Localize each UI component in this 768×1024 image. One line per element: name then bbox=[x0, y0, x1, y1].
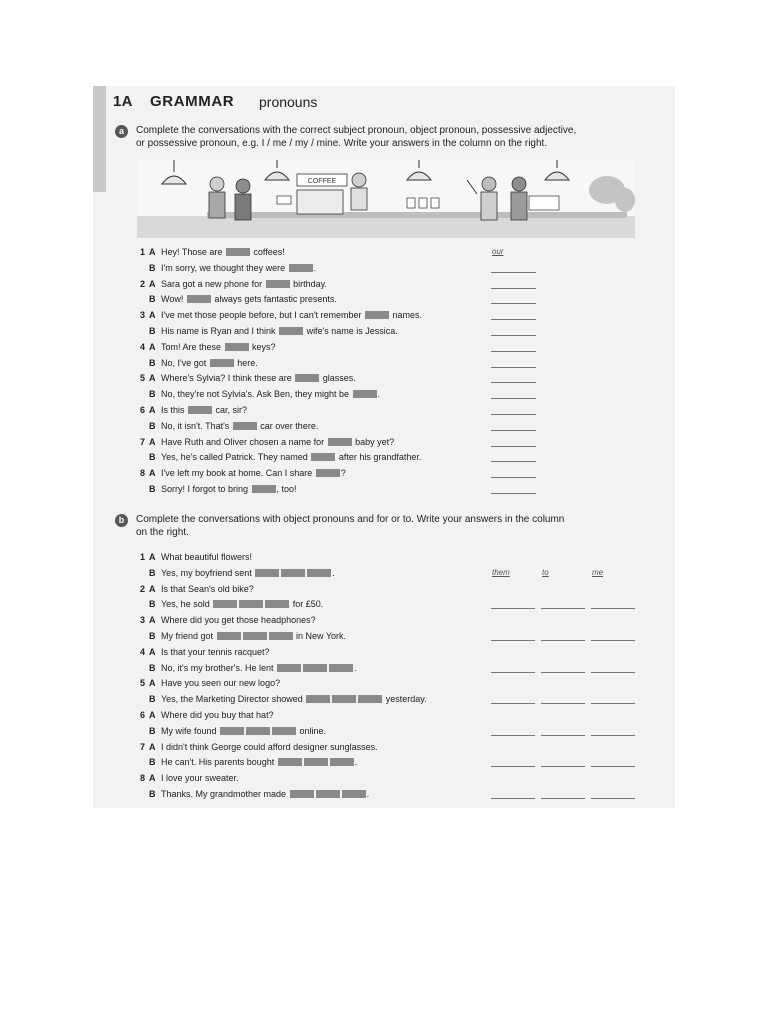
dialogue-line bbox=[161, 676, 280, 690]
dialogue-line bbox=[161, 755, 357, 769]
answer-blank[interactable] bbox=[591, 798, 635, 799]
exercise-a-instruction-line2: or possessive pronoun, e.g. I / me / my / mine. Write your answers in the column on the right. bbox=[136, 138, 548, 149]
item-number: 7 bbox=[139, 436, 145, 447]
answer-blank[interactable] bbox=[491, 398, 536, 399]
item-number: 1 bbox=[139, 247, 145, 257]
answer-gap bbox=[225, 343, 249, 351]
speaker-label: B bbox=[149, 789, 156, 799]
answer-gap bbox=[217, 632, 241, 640]
line-text-before: No, I've got bbox=[161, 357, 209, 368]
answer-gap bbox=[255, 569, 279, 577]
answer-blank[interactable] bbox=[491, 703, 535, 704]
answer-gap bbox=[187, 295, 211, 303]
line-text-after: coffees! bbox=[250, 247, 285, 257]
illustration-sign-text: COFFEE bbox=[307, 178, 337, 185]
answer-example: me bbox=[592, 567, 604, 577]
line-text-before: Yes, he's called Patrick. They named bbox=[161, 452, 311, 463]
line-text-before: I love your sweater. bbox=[161, 773, 239, 784]
answer-gap bbox=[243, 632, 267, 640]
answer-blank[interactable] bbox=[491, 288, 536, 289]
answer-blank[interactable] bbox=[541, 672, 585, 673]
answer-gap bbox=[233, 422, 257, 430]
speaker-label: B bbox=[149, 326, 156, 336]
answer-gap bbox=[226, 248, 250, 256]
speaker-label: B bbox=[149, 484, 156, 494]
line-text-before: Where did you get those headphones? bbox=[161, 615, 316, 626]
answer-blank[interactable] bbox=[491, 414, 536, 415]
answer-gap bbox=[289, 264, 313, 272]
answer-blank[interactable] bbox=[491, 461, 536, 462]
answer-gap bbox=[246, 727, 270, 735]
item-number: 4 bbox=[139, 341, 145, 352]
speaker-label: B bbox=[149, 452, 156, 463]
answer-example: them bbox=[492, 567, 510, 577]
dialogue-line bbox=[161, 403, 247, 417]
answer-blank[interactable] bbox=[591, 672, 635, 673]
answer-gap bbox=[239, 600, 263, 608]
line-text-after: , too! bbox=[276, 484, 297, 494]
line-text-after: yesterday. bbox=[383, 694, 427, 705]
speaker-label: B bbox=[149, 420, 156, 431]
dialogue-line bbox=[161, 340, 276, 354]
speaker-label: A bbox=[149, 405, 156, 415]
line-text-before: Sara got a new phone for bbox=[161, 278, 265, 289]
answer-blank[interactable] bbox=[591, 640, 635, 641]
line-text-before: Wow! bbox=[161, 294, 186, 305]
answer-gap bbox=[330, 758, 354, 766]
dialogue-line bbox=[161, 566, 335, 580]
line-text-after: glasses. bbox=[320, 373, 356, 384]
speaker-label: A bbox=[149, 741, 156, 752]
dialogue-line bbox=[161, 292, 337, 306]
line-text-after: names. bbox=[390, 310, 423, 321]
answer-blank[interactable] bbox=[491, 319, 536, 320]
answer-blank[interactable] bbox=[491, 477, 536, 478]
line-text-before: Yes, the Marketing Director showed bbox=[161, 694, 306, 705]
answer-blank[interactable] bbox=[541, 766, 585, 767]
line-text-after: baby yet? bbox=[352, 436, 395, 447]
page-edge-tab bbox=[93, 86, 106, 192]
answer-gap bbox=[213, 600, 237, 608]
speaker-label: A bbox=[149, 773, 156, 784]
answer-blank[interactable] bbox=[491, 335, 536, 336]
line-text-after: here. bbox=[234, 357, 258, 368]
speaker-label: A bbox=[149, 646, 156, 657]
exercise-b-badge: b bbox=[115, 514, 128, 527]
item-number: 8 bbox=[139, 468, 145, 479]
line-text-after: . bbox=[354, 757, 358, 768]
dialogue-line bbox=[161, 450, 421, 464]
line-text-before: I'm sorry, we thought they were bbox=[161, 262, 288, 273]
line-text-before: No, it's my brother's. He lent bbox=[161, 662, 276, 673]
answer-blank[interactable] bbox=[591, 608, 635, 609]
item-number: 1 bbox=[139, 552, 145, 562]
answer-blank[interactable] bbox=[491, 367, 536, 368]
line-text-after: car, sir? bbox=[213, 405, 248, 415]
answer-example: to bbox=[542, 567, 549, 577]
answer-gap bbox=[277, 664, 301, 672]
answer-example: our bbox=[492, 247, 504, 256]
dialogue-line bbox=[161, 708, 274, 722]
unit-code: 1A bbox=[113, 93, 133, 110]
line-text-after: . bbox=[313, 262, 317, 273]
exercise-a-instruction-line1: Complete the conversations with the correct subject pronoun, object pronoun, possessive adjective, bbox=[136, 125, 577, 136]
speaker-label: B bbox=[149, 662, 156, 673]
dialogue-line bbox=[161, 645, 270, 659]
answer-gap bbox=[290, 790, 314, 798]
line-text-before: Is that Sean's old bike? bbox=[161, 583, 254, 594]
speaker-label: A bbox=[149, 310, 156, 321]
answer-gap bbox=[311, 453, 335, 461]
dialogue-line bbox=[161, 308, 422, 322]
answer-gap bbox=[303, 664, 327, 672]
line-text-before: Yes, my boyfriend sent bbox=[161, 567, 255, 578]
dialogue-line bbox=[161, 466, 346, 480]
answer-blank[interactable] bbox=[591, 735, 635, 736]
dialogue-line bbox=[161, 692, 427, 706]
line-text-after: . bbox=[377, 389, 381, 400]
line-text-before: He can't. His parents bought bbox=[161, 757, 277, 768]
speaker-label: B bbox=[149, 262, 156, 273]
speaker-label: A bbox=[149, 678, 156, 689]
answer-blank[interactable] bbox=[491, 672, 535, 673]
answer-blank[interactable] bbox=[491, 430, 536, 431]
answer-blank[interactable] bbox=[491, 766, 535, 767]
line-text-before: Where did you buy that hat? bbox=[161, 710, 274, 720]
answer-gap bbox=[353, 390, 377, 398]
item-number: 2 bbox=[139, 278, 145, 289]
line-text-before: I've left my book at home. Can I share bbox=[161, 468, 315, 479]
speaker-label: B bbox=[149, 631, 156, 641]
dialogue-line bbox=[161, 740, 378, 754]
item-number: 6 bbox=[139, 405, 145, 415]
answer-gap bbox=[220, 727, 244, 735]
speaker-label: A bbox=[149, 468, 156, 479]
speaker-label: A bbox=[149, 583, 156, 594]
answer-gap bbox=[332, 695, 356, 703]
answer-gap bbox=[342, 790, 366, 798]
line-text-after: birthday. bbox=[290, 278, 327, 289]
line-text-before: I didn't think George could afford designer sunglasses. bbox=[161, 741, 378, 752]
speaker-label: B bbox=[149, 694, 156, 705]
answer-gap bbox=[188, 406, 212, 414]
line-text-before: Is that your tennis racquet? bbox=[161, 646, 270, 657]
speaker-label: B bbox=[149, 389, 156, 400]
dialogue-line bbox=[161, 435, 394, 449]
line-text-after: wife's name is Jessica. bbox=[304, 326, 398, 336]
answer-blank[interactable] bbox=[491, 351, 536, 352]
exercise-a-instruction bbox=[136, 124, 646, 150]
answer-blank[interactable] bbox=[491, 446, 536, 447]
item-number: 5 bbox=[139, 678, 145, 689]
dialogue-line bbox=[161, 419, 318, 433]
line-text-before: No, it isn't. That's bbox=[161, 420, 232, 431]
line-text-before: No, they're not Sylvia's. Ask Ben, they might be bbox=[161, 389, 352, 400]
answer-gap bbox=[269, 632, 293, 640]
answer-blank[interactable] bbox=[491, 798, 535, 799]
line-text-after: in New York. bbox=[293, 631, 347, 641]
answer-gap bbox=[328, 438, 352, 446]
speaker-label: B bbox=[149, 357, 156, 368]
answer-blank[interactable] bbox=[541, 703, 585, 704]
line-text-before: Hey! Those are bbox=[161, 247, 225, 257]
dialogue-line bbox=[161, 550, 252, 564]
answer-gap bbox=[278, 758, 302, 766]
line-text-after: car over there. bbox=[257, 420, 319, 431]
answer-gap bbox=[358, 695, 382, 703]
line-text-after: . bbox=[366, 789, 370, 799]
line-text-before: Sorry! I forgot to bring bbox=[161, 484, 251, 494]
speaker-label: A bbox=[149, 373, 156, 384]
speaker-label: A bbox=[149, 436, 156, 447]
speaker-label: B bbox=[149, 567, 156, 578]
dialogue-line bbox=[161, 724, 326, 738]
speaker-label: A bbox=[149, 615, 156, 626]
item-number: 5 bbox=[139, 373, 145, 384]
dialogue-line bbox=[161, 787, 369, 801]
dialogue-line bbox=[161, 629, 346, 643]
speaker-label: B bbox=[149, 294, 156, 305]
answer-gap bbox=[306, 695, 330, 703]
speaker-label: A bbox=[149, 710, 156, 720]
line-text-after: for £50. bbox=[290, 599, 324, 610]
item-number: 8 bbox=[139, 773, 145, 784]
answer-blank[interactable] bbox=[541, 798, 585, 799]
answer-blank[interactable] bbox=[491, 493, 536, 494]
line-text-after: . bbox=[332, 567, 335, 578]
speaker-label: A bbox=[149, 278, 156, 289]
unit-title: GRAMMAR bbox=[150, 93, 235, 110]
answer-blank[interactable] bbox=[491, 640, 535, 641]
answer-gap bbox=[279, 327, 303, 335]
line-text-before: Where's Sylvia? I think these are bbox=[161, 373, 295, 384]
speaker-label: B bbox=[149, 725, 156, 736]
answer-gap bbox=[210, 359, 234, 367]
answer-gap bbox=[365, 311, 389, 319]
dialogue-line bbox=[161, 482, 297, 496]
answer-gap bbox=[265, 600, 289, 608]
dialogue-line bbox=[161, 261, 316, 275]
answer-gap bbox=[307, 569, 331, 577]
item-number: 7 bbox=[139, 741, 145, 752]
line-text-before: Tom! Are these bbox=[161, 341, 224, 352]
dialogue-line bbox=[161, 371, 356, 385]
item-number: 6 bbox=[139, 710, 145, 720]
item-number: 2 bbox=[139, 583, 145, 594]
speaker-label: B bbox=[149, 757, 156, 768]
answer-blank[interactable] bbox=[541, 608, 585, 609]
dialogue-line bbox=[161, 582, 254, 596]
item-number: 4 bbox=[139, 646, 145, 657]
answer-blank[interactable] bbox=[591, 766, 635, 767]
answer-blank[interactable] bbox=[491, 735, 535, 736]
dialogue-line bbox=[161, 387, 380, 401]
exercise-b-instruction bbox=[136, 513, 646, 539]
line-text-after: . bbox=[353, 662, 357, 673]
answer-blank[interactable] bbox=[541, 735, 585, 736]
answer-blank[interactable] bbox=[491, 303, 536, 304]
answer-gap bbox=[316, 469, 340, 477]
answer-gap bbox=[266, 280, 290, 288]
line-text-before: Thanks. My grandmother made bbox=[161, 789, 289, 799]
dialogue-line bbox=[161, 613, 316, 627]
answer-gap bbox=[295, 374, 319, 382]
line-text-before: I've met those people before, but I can't remember bbox=[161, 310, 365, 321]
dialogue-line bbox=[161, 245, 285, 259]
unit-topic: pronouns bbox=[259, 94, 318, 110]
line-text-before: Yes, he sold bbox=[161, 599, 213, 610]
answer-gap bbox=[272, 727, 296, 735]
dialogue-line bbox=[161, 771, 239, 785]
answer-gap bbox=[252, 485, 276, 493]
answer-blank[interactable] bbox=[591, 703, 635, 704]
dialogue-line bbox=[161, 324, 398, 338]
line-text-before: My wife found bbox=[161, 725, 220, 736]
answer-blank[interactable] bbox=[541, 640, 585, 641]
line-text-after: ? bbox=[340, 468, 346, 479]
line-text-before: Have you seen our new logo? bbox=[161, 678, 281, 689]
line-text-before: Is this bbox=[161, 405, 188, 415]
speaker-label: B bbox=[149, 599, 156, 610]
speaker-label: A bbox=[149, 552, 156, 562]
answer-gap bbox=[281, 569, 305, 577]
line-text-after: after his grandfather. bbox=[336, 452, 422, 463]
dialogue-line bbox=[161, 356, 258, 370]
item-number: 3 bbox=[139, 615, 145, 626]
dialogue-line bbox=[161, 277, 327, 291]
line-text-before: What beautiful flowers! bbox=[161, 552, 253, 562]
answer-gap bbox=[329, 664, 353, 672]
line-text-before: Have Ruth and Oliver chosen a name for bbox=[161, 436, 327, 447]
answer-gap bbox=[304, 758, 328, 766]
exercise-a-badge: a bbox=[115, 125, 128, 138]
dialogue-line bbox=[161, 661, 357, 675]
answer-blank[interactable] bbox=[491, 608, 535, 609]
exercise-b-instruction-line1: Complete the conversations with object pronouns and for or to. Write your answers in the column bbox=[136, 514, 565, 525]
answer-blank[interactable] bbox=[491, 382, 536, 383]
speaker-label: A bbox=[149, 247, 156, 257]
item-number: 3 bbox=[139, 310, 145, 321]
cafe-illustration bbox=[137, 160, 635, 238]
answer-blank[interactable] bbox=[491, 272, 536, 273]
speaker-label: A bbox=[149, 341, 156, 352]
answer-gap bbox=[316, 790, 340, 798]
line-text-after: always gets fantastic presents. bbox=[211, 294, 337, 305]
dialogue-line bbox=[161, 597, 323, 611]
line-text-before: His name is Ryan and I think bbox=[161, 326, 279, 336]
line-text-after: online. bbox=[297, 725, 327, 736]
exercise-b-instruction-line2: on the right. bbox=[136, 527, 189, 538]
line-text-after: keys? bbox=[249, 341, 276, 352]
line-text-before: My friend got bbox=[161, 631, 216, 641]
